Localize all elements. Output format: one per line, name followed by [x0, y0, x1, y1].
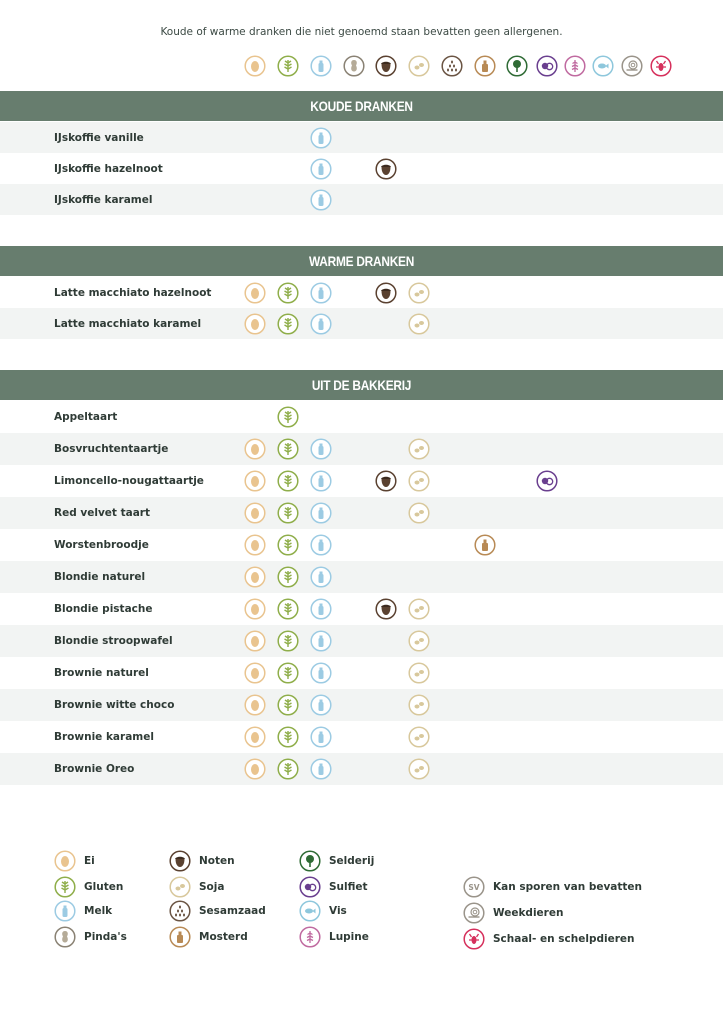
wheat-icon — [54, 876, 76, 898]
soy-bean-icon — [408, 438, 430, 460]
table-row — [0, 184, 723, 215]
legend-label: Sesamzaad — [199, 905, 266, 917]
lobster-icon — [650, 55, 672, 77]
product-name: Brownie Oreo — [54, 763, 135, 775]
product-name: Appeltaart — [54, 411, 118, 423]
peanut-icon — [54, 926, 76, 948]
legend-label: Kan sporen van bevatten — [493, 881, 643, 893]
legend-label: Pinda's — [84, 931, 127, 943]
wheat-icon — [277, 662, 299, 684]
egg-icon — [244, 662, 266, 684]
product-name: Red velvet taart — [54, 507, 150, 519]
table-row — [0, 122, 723, 153]
milk-bottle-icon — [310, 502, 332, 524]
legend-label: Sulfiet — [329, 881, 368, 893]
svg-text:SV: SV — [468, 883, 480, 892]
wheat-icon — [277, 758, 299, 780]
table-row — [0, 721, 723, 753]
section-header — [0, 91, 723, 121]
legend-label: Mosterd — [199, 931, 248, 943]
table-row — [0, 753, 723, 785]
wheat-icon — [277, 502, 299, 524]
mustard-jar-icon — [474, 534, 496, 556]
mustard-jar-icon — [474, 55, 496, 77]
wheat-icon — [277, 598, 299, 620]
acorn-icon — [375, 158, 397, 180]
traces-sv-icon — [463, 876, 485, 898]
product-name: Brownie naturel — [54, 667, 149, 679]
table-row — [0, 497, 723, 529]
fish-icon — [299, 900, 321, 922]
milk-bottle-icon — [310, 726, 332, 748]
section-title: WARME DRANKEN — [308, 253, 415, 269]
product-name: Brownie witte choco — [54, 699, 175, 711]
milk-bottle-icon — [310, 566, 332, 588]
legend-label: Vis — [329, 905, 347, 917]
legend-label: Weekdieren — [493, 907, 564, 919]
table-row — [0, 625, 723, 657]
legend-label: Lupine — [329, 931, 369, 943]
wheat-icon — [277, 282, 299, 304]
soy-bean-icon — [408, 630, 430, 652]
acorn-icon — [375, 55, 397, 77]
milk-bottle-icon — [310, 630, 332, 652]
lupine-icon — [299, 926, 321, 948]
soy-bean-icon — [408, 470, 430, 492]
grapes-icon — [536, 470, 558, 492]
wheat-icon — [277, 694, 299, 716]
egg-icon — [244, 726, 266, 748]
milk-bottle-icon — [310, 662, 332, 684]
egg-icon — [244, 502, 266, 524]
legend-label: Noten — [199, 855, 235, 867]
legend-label: Melk — [84, 905, 113, 917]
table-row — [0, 308, 723, 339]
milk-bottle-icon — [54, 900, 76, 922]
table-row — [0, 465, 723, 497]
egg-icon — [244, 313, 266, 335]
allergen-header-icons — [0, 53, 723, 79]
soy-bean-icon — [408, 694, 430, 716]
egg-icon — [244, 470, 266, 492]
wheat-icon — [277, 534, 299, 556]
egg-icon — [244, 282, 266, 304]
table-row — [0, 401, 723, 433]
sesame-icon — [169, 900, 191, 922]
product-name: IJskoffie hazelnoot — [54, 162, 163, 175]
wheat-icon — [277, 726, 299, 748]
milk-bottle-icon — [310, 282, 332, 304]
milk-bottle-icon — [310, 534, 332, 556]
legend-label: Ei — [84, 855, 95, 867]
egg-icon — [244, 758, 266, 780]
milk-bottle-icon — [310, 694, 332, 716]
wheat-icon — [277, 566, 299, 588]
legend-label: Selderij — [329, 855, 375, 867]
product-name: Latte macchiato hazelnoot — [54, 286, 212, 299]
celery-icon — [506, 55, 528, 77]
fish-icon — [592, 55, 614, 77]
product-name: IJskoffie vanille — [54, 131, 144, 144]
soy-bean-icon — [169, 876, 191, 898]
wheat-icon — [277, 55, 299, 77]
product-name: Blondie pistache — [54, 603, 153, 615]
product-name: Bosvruchtentaartje — [54, 443, 169, 455]
table-row — [0, 153, 723, 184]
egg-icon — [244, 694, 266, 716]
lupine-icon — [564, 55, 586, 77]
product-name: Latte macchiato karamel — [54, 317, 202, 330]
milk-bottle-icon — [310, 189, 332, 211]
product-name: Blondie stroopwafel — [54, 635, 173, 647]
section-header — [0, 370, 723, 400]
snail-icon — [463, 902, 485, 924]
egg-icon — [244, 630, 266, 652]
table-row — [0, 529, 723, 561]
soy-bean-icon — [408, 758, 430, 780]
egg-icon — [244, 438, 266, 460]
table-row — [0, 689, 723, 721]
table-row — [0, 561, 723, 593]
allergen-note: Koude of warme dranken die niet genoemd staan bevatten geen allergenen. — [160, 26, 563, 38]
product-name: IJskoffie karamel — [54, 193, 153, 206]
product-name: Worstenbroodje — [54, 539, 149, 551]
table-row — [0, 593, 723, 625]
celery-icon — [299, 850, 321, 872]
milk-bottle-icon — [310, 313, 332, 335]
milk-bottle-icon — [310, 127, 332, 149]
peanut-icon — [343, 55, 365, 77]
egg-icon — [244, 566, 266, 588]
soy-bean-icon — [408, 313, 430, 335]
milk-bottle-icon — [310, 598, 332, 620]
table-row — [0, 277, 723, 308]
egg-icon — [244, 598, 266, 620]
grapes-icon — [299, 876, 321, 898]
table-row — [0, 433, 723, 465]
wheat-icon — [277, 470, 299, 492]
section-header — [0, 246, 723, 276]
milk-bottle-icon — [310, 55, 332, 77]
soy-bean-icon — [408, 726, 430, 748]
legend-label: Gluten — [84, 881, 124, 893]
legend-label: Soja — [199, 881, 225, 893]
section-title: KOUDE DRANKEN — [310, 98, 413, 114]
soy-bean-icon — [408, 662, 430, 684]
milk-bottle-icon — [310, 470, 332, 492]
soy-bean-icon — [408, 598, 430, 620]
acorn-icon — [375, 282, 397, 304]
milk-bottle-icon — [310, 158, 332, 180]
grapes-icon — [536, 55, 558, 77]
lobster-icon — [463, 928, 485, 950]
section-title: UIT DE BAKKERIJ — [311, 377, 412, 393]
product-name: Blondie naturel — [54, 571, 146, 583]
milk-bottle-icon — [310, 758, 332, 780]
soy-bean-icon — [408, 282, 430, 304]
acorn-icon — [375, 598, 397, 620]
product-name: Limoncello-nougattaartje — [54, 475, 204, 487]
snail-icon — [621, 55, 643, 77]
acorn-icon — [375, 470, 397, 492]
egg-icon — [244, 55, 266, 77]
legend-label: Schaal- en schelpdieren — [493, 933, 635, 945]
acorn-icon — [169, 850, 191, 872]
soy-bean-icon — [408, 502, 430, 524]
wheat-icon — [277, 313, 299, 335]
wheat-icon — [277, 438, 299, 460]
egg-icon — [54, 850, 76, 872]
wheat-icon — [277, 406, 299, 428]
product-name: Brownie karamel — [54, 731, 154, 743]
soy-bean-icon — [408, 55, 430, 77]
mustard-jar-icon — [169, 926, 191, 948]
egg-icon — [244, 534, 266, 556]
wheat-icon — [277, 630, 299, 652]
sesame-icon — [441, 55, 463, 77]
table-row — [0, 657, 723, 689]
milk-bottle-icon — [310, 438, 332, 460]
